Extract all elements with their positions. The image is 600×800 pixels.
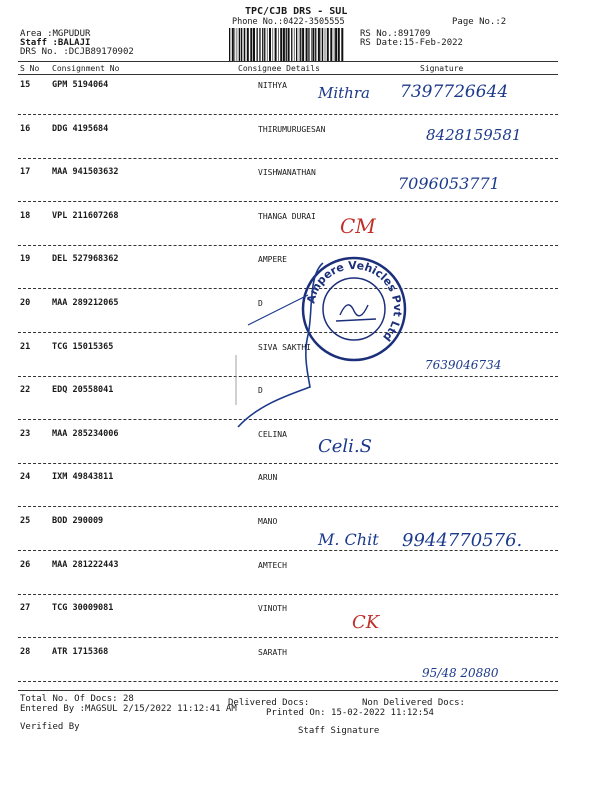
- column-sno: S No: [20, 64, 40, 73]
- row-divider: [18, 245, 558, 246]
- consignment-number: MAA 285234006: [52, 428, 119, 439]
- handwritten-phone: 95/48 20880: [422, 666, 499, 680]
- consignee-name: NITHYA: [258, 81, 287, 90]
- handwritten-signature: CM: [340, 214, 376, 238]
- row-number: 16: [20, 123, 31, 134]
- row-divider: [18, 201, 558, 202]
- row-number: 22: [20, 385, 31, 396]
- row-divider: [18, 550, 558, 551]
- row-number: 23: [20, 428, 31, 439]
- consignment-number: TCG 30009081: [52, 603, 114, 614]
- consignment-number: IXM 49843811: [52, 472, 114, 483]
- row-number: 18: [20, 210, 31, 221]
- area-field: Area :MGPUDUR: [20, 29, 91, 39]
- row-number: 21: [20, 341, 31, 352]
- total-docs: Total No. Of Docs: 28: [20, 694, 134, 704]
- row-number: 19: [20, 254, 31, 265]
- consignment-number: MAA 281222443: [52, 559, 119, 570]
- row-divider: [18, 463, 558, 464]
- entered-by: Entered By :MAGSUL 2/15/2022 11:12:41 AM: [20, 704, 237, 714]
- column-signature: Signature: [420, 64, 464, 73]
- consignment-number: MAA 941503632: [52, 167, 119, 178]
- consignee-name: D: [258, 386, 263, 396]
- consignee-name: SARATH: [258, 647, 287, 657]
- handwritten-phone: 7397726644: [400, 82, 509, 102]
- rs-number: RS No.:891709: [360, 29, 431, 39]
- consignee-name: THANGA DURAI: [258, 211, 316, 221]
- row-divider: [18, 114, 558, 115]
- consignee-name: D: [258, 299, 263, 308]
- consignee-name: VINOTH: [258, 604, 287, 614]
- consignment-number: DEL 527968362: [52, 254, 119, 265]
- row-divider: [18, 594, 558, 595]
- handwritten-phone: 9944770576.: [402, 530, 523, 551]
- consignee-name: ARUN: [258, 473, 278, 483]
- column-consignment: Consignment No: [52, 64, 120, 73]
- row-divider: [18, 506, 558, 507]
- phone-number: Phone No.:0422-3505555: [232, 17, 345, 27]
- header-divider: [18, 61, 558, 62]
- rs-date: RS Date:15-Feb-2022: [360, 38, 463, 48]
- handwritten-phone: 7639046734: [425, 358, 502, 372]
- row-divider: [18, 637, 558, 638]
- verified-by: Verified By: [20, 722, 80, 732]
- handwritten-phone: 7096053771: [398, 174, 500, 193]
- delivered-docs: Delivered Docs:: [228, 698, 310, 708]
- barcode-image: [228, 28, 346, 62]
- consignee-name: THIRUMURUGESAN: [258, 124, 326, 134]
- consignee-name: AMTECH: [258, 560, 287, 570]
- document-title: TPC/CJB DRS - SUL: [245, 6, 348, 17]
- handwritten-phone: 8428159581: [426, 126, 522, 144]
- staff-signature: Staff Signature: [298, 726, 380, 736]
- header-divider-bottom: [18, 74, 558, 75]
- consignment-number: GPM 5194064: [52, 80, 109, 90]
- consignee-name: SIVA SAKTHI: [258, 342, 311, 352]
- row-number: 17: [20, 167, 31, 178]
- row-number: 24: [20, 472, 31, 483]
- drs-number: DRS No. :DCJB89170902: [20, 47, 134, 57]
- consignment-number: DDG 4195684: [52, 123, 109, 134]
- row-number: 25: [20, 516, 31, 526]
- consignee-name: VISHWANATHAN: [258, 168, 316, 178]
- signature-sweep: [228, 255, 378, 435]
- printed-on: Printed On: 15-02-2022 11:12:54: [266, 708, 434, 718]
- column-consignee: Consignee Details: [238, 64, 320, 73]
- row-divider: [18, 158, 558, 159]
- row-number: 15: [20, 80, 31, 90]
- non-delivered-docs: Non Delivered Docs:: [362, 698, 465, 708]
- consignment-number: ATR 1715368: [52, 646, 109, 657]
- row-number: 27: [20, 603, 31, 614]
- row-number: 20: [20, 298, 31, 308]
- consignment-number: MAA 289212065: [52, 298, 119, 308]
- row-number: 26: [20, 559, 31, 570]
- row-number: 28: [20, 646, 31, 657]
- consignee-name: MANO: [258, 517, 278, 526]
- consignment-number: VPL 211607268: [52, 210, 119, 221]
- handwritten-signature: Celi.S: [318, 436, 372, 457]
- handwritten-signature: CK: [352, 612, 380, 633]
- consignee-name: AMPERE: [258, 255, 287, 265]
- handwritten-signature: Mithra: [318, 84, 370, 102]
- footer-divider: [18, 690, 558, 691]
- consignment-number: EDQ 20558041: [52, 385, 114, 396]
- consignment-number: BOD 290009: [52, 516, 104, 526]
- stamp-text: Ampere Vehicles Pvt Ltd: [304, 258, 405, 344]
- consignment-number: TCG 15015365: [52, 341, 114, 352]
- handwritten-signature: M. Chit: [318, 530, 379, 549]
- consignee-name: CELINA: [258, 429, 287, 439]
- page-number: Page No.:2: [452, 17, 507, 27]
- row-divider: [18, 681, 558, 682]
- staff-field: Staff :BALAJI: [20, 38, 91, 48]
